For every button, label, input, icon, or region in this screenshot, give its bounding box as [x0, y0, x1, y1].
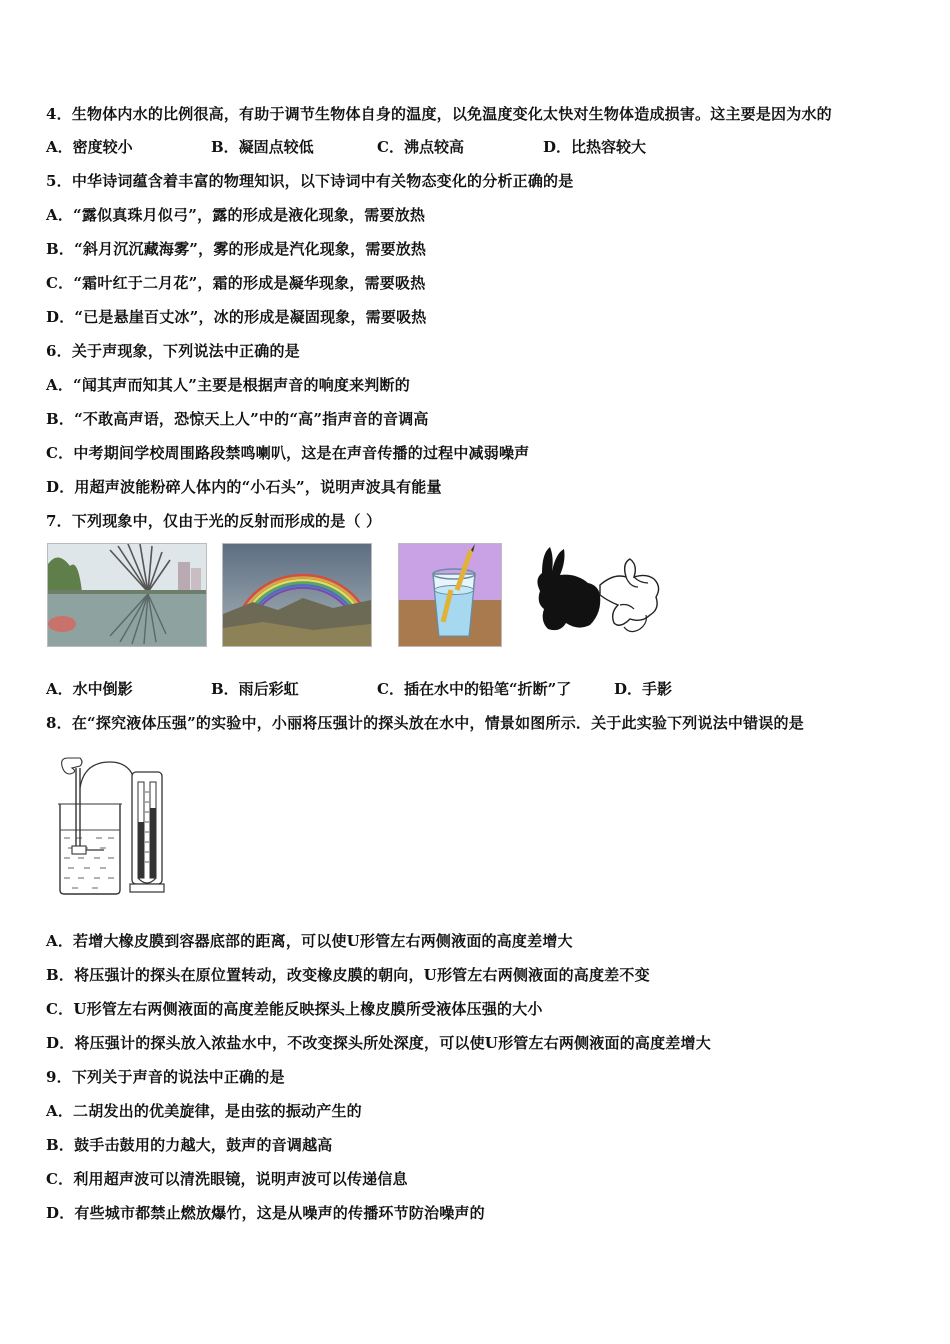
q8-option-d: D．将压强计的探头放入浓盐水中，不改变探头所处深度，可以使U形管左右两侧液面的高度差增大: [46, 1034, 711, 1052]
q9-option-d: D．有些城市都禁止燃放爆竹，这是从噪声的传播环节防治噪声的: [46, 1204, 485, 1222]
q4-option-b: B．凝固点较低: [211, 138, 314, 156]
q6-stem: 6．关于声现象，下列说法中正确的是: [46, 342, 300, 360]
q5-option-d: D．“已是悬崖百丈冰”，冰的形成是凝固现象，需要吸热: [46, 308, 427, 326]
q6-option-d: D．用超声波能粉碎人体内的“小石头”，说明声波具有能量: [46, 478, 442, 496]
q5-option-b: B．“斜月沉沉藏海雾”，雾的形成是汽化现象，需要放热: [46, 240, 427, 258]
q4-option-a: A．密度较小: [46, 138, 133, 156]
q4-option-d: D．比热容较大: [543, 138, 647, 156]
q9-option-a: A．二胡发出的优美旋律，是由弦的振动产生的: [46, 1102, 362, 1120]
q4-stem: 4．生物体内水的比例很高，有助于调节生物体自身的温度，以免温度变化太快对生物体造成损害。这主要是因为水的: [46, 105, 832, 123]
q4-option-c: C．沸点较高: [377, 138, 464, 156]
q5-option-c: C．“霜叶红于二月花”，霜的形成是凝华现象，需要吸热: [46, 274, 426, 292]
pencil-in-water-figure: [398, 543, 502, 647]
q6-option-b: B．“不敢高声语，恐惊天上人”中的“高”指声音的音调高: [46, 410, 429, 428]
rainbow-photo: [222, 543, 372, 647]
q7-option-c: C．插在水中的铅笔“折断”了: [377, 680, 572, 698]
q8-option-b: B．将压强计的探头在原位置转动，改变橡皮膜的朝向，U形管左右两侧液面的高度差不变: [46, 966, 650, 984]
q6-option-a: A．“闻其声而知其人”主要是根据声音的响度来判断的: [46, 376, 410, 394]
q9-option-c: C．利用超声波可以清洗眼镜，说明声波可以传递信息: [46, 1170, 408, 1188]
q7-stem: 7．下列现象中，仅由于光的反射而形成的是（ ）: [46, 512, 382, 530]
hand-shadow-figure: [530, 543, 664, 635]
q5-stem: 5．中华诗词蕴含着丰富的物理知识，以下诗词中有关物态变化的分析正确的是: [46, 172, 574, 190]
q8-option-c: C．U形管左右两侧液面的高度差能反映探头上橡皮膜所受液体压强的大小: [46, 1000, 543, 1018]
q7-option-a: A．水中倒影: [46, 680, 133, 698]
q9-stem: 9．下列关于声音的说法中正确的是: [46, 1068, 285, 1086]
q7-option-b: B．雨后彩虹: [211, 680, 299, 698]
q6-option-c: C．中考期间学校周围路段禁鸣喇叭，这是在声音传播的过程中减弱噪声: [46, 444, 530, 462]
q5-option-a: A．“露似真珠月似弓”，露的形成是液化现象，需要放热: [46, 206, 426, 224]
pressure-gauge-figure: [54, 752, 172, 898]
q9-option-b: B．鼓手击鼓用的力越大，鼓声的音调越高: [46, 1136, 333, 1154]
q7-option-d: D．手影: [614, 680, 673, 698]
q8-option-a: A．若增大橡皮膜到容器底部的距离，可以使U形管左右两侧液面的高度差增大: [46, 932, 573, 950]
reflection-photo: [47, 543, 207, 647]
q8-stem: 8．在“探究液体压强”的实验中，小丽将压强计的探头放在水中，情景如图所示．关于此实验下列说法中错误的是: [46, 714, 804, 732]
